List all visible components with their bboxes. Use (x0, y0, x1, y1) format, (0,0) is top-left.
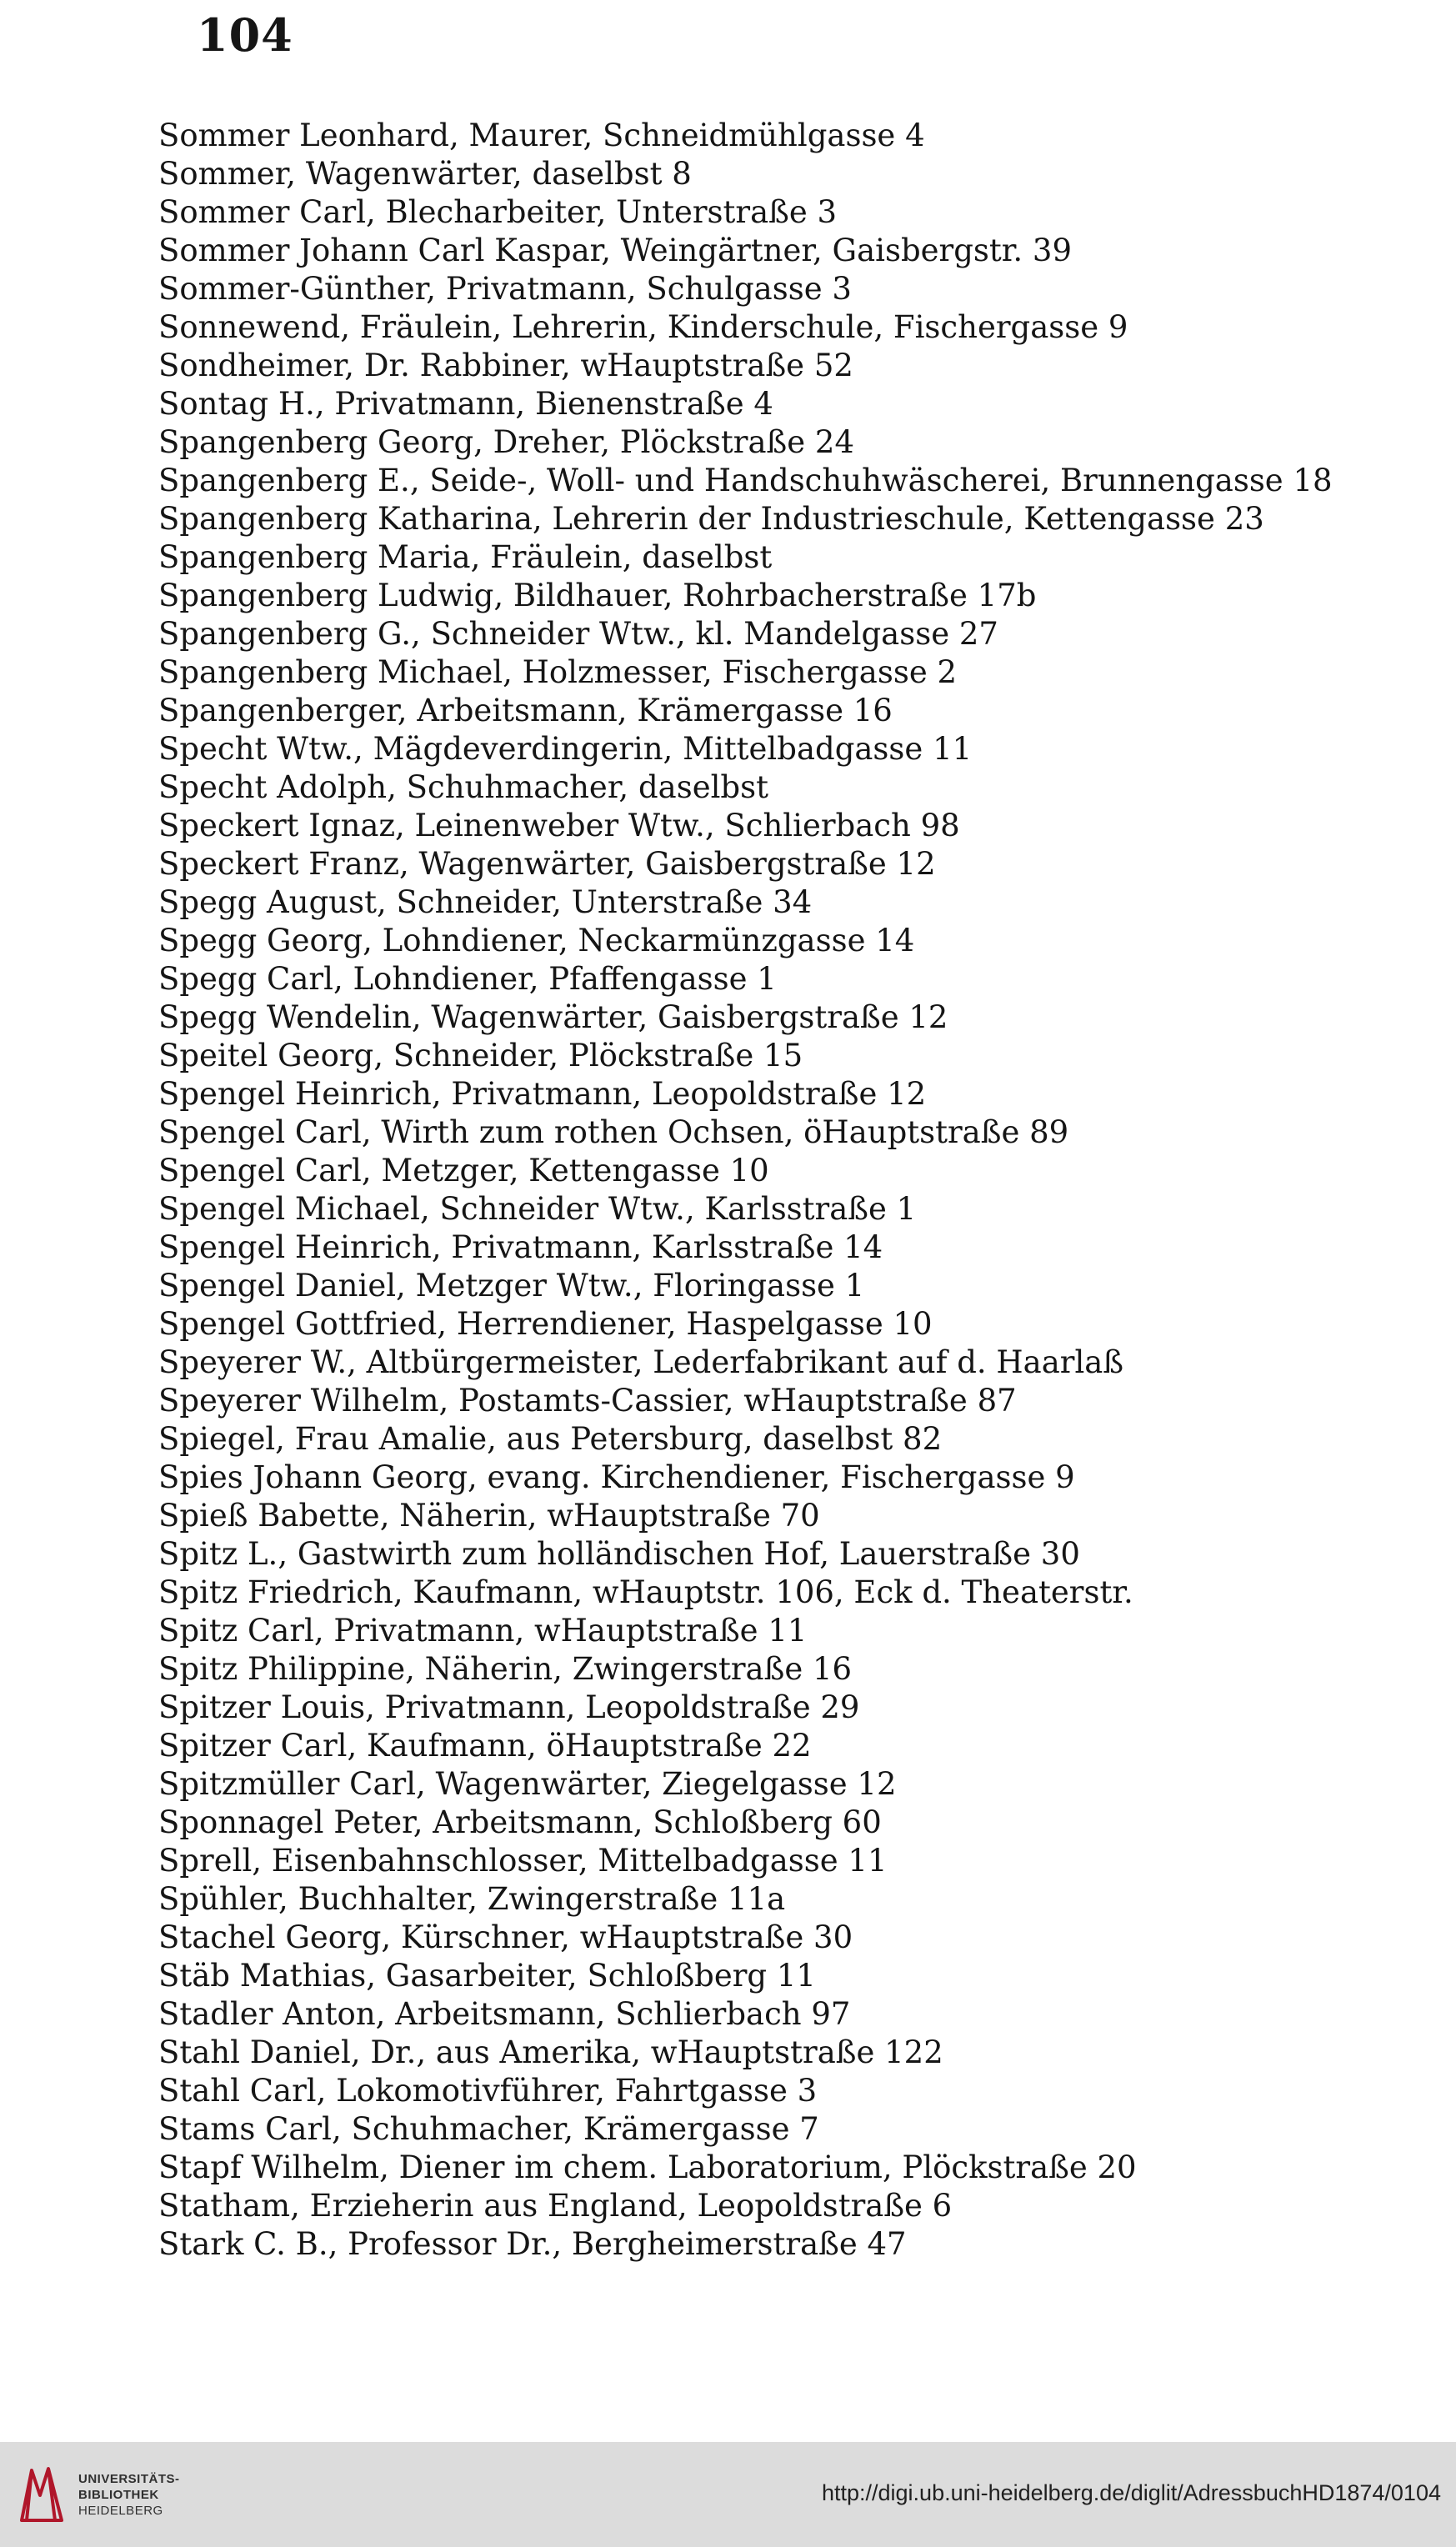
directory-entry: Sprell, Eisenbahnschlosser, Mittelbadgasse 11 (158, 1843, 888, 1879)
directory-entry: Spieß Babette, Näherin, wHauptstraße 70 (158, 1498, 820, 1534)
directory-entry: Spühler, Buchhalter, Zwingerstraße 11a (158, 1881, 786, 1917)
directory-entry: Spitzer Louis, Privatmann, Leopoldstraße 29 (158, 1689, 860, 1725)
directory-entry: Spangenberg Georg, Dreher, Plöckstraße 24 (158, 424, 854, 460)
library-logo[interactable] (15, 2459, 190, 2530)
directory-entry: Sonnewend, Fräulein, Lehrerin, Kinderschule, Fischergasse 9 (158, 309, 1128, 345)
directory-entry: Speitel Georg, Schneider, Plöckstraße 15 (158, 1038, 803, 1073)
directory-entry: Stahl Daniel, Dr., aus Amerika, wHauptstraße 122 (158, 2034, 943, 2070)
directory-entry: Spitzmüller Carl, Wagenwärter, Ziegelgasse 12 (158, 1766, 897, 1802)
directory-entry: Specht Wtw., Mägdeverdingerin, Mittelbadgasse 11 (158, 731, 973, 767)
directory-entry: Spegg Wendelin, Wagenwärter, Gaisbergstraße 12 (158, 999, 948, 1035)
directory-entry: Spies Johann Georg, evang. Kirchendiener, Fischergasse 9 (158, 1459, 1075, 1495)
directory-entry: Spengel Heinrich, Privatmann, Karlsstraße 14 (158, 1229, 883, 1265)
directory-entry: Spiegel, Frau Amalie, aus Petersburg, daselbst 82 (158, 1421, 943, 1457)
library-name (78, 2471, 180, 2519)
directory-entry: Spangenberg Katharina, Lehrerin der Industrieschule, Kettengasse 23 (158, 501, 1264, 537)
directory-entry: Speckert Ignaz, Leinenweber Wtw., Schlierbach 98 (158, 808, 960, 843)
directory-entry: Spegg Carl, Lohndiener, Pfaffengasse 1 (158, 961, 777, 997)
directory-entry: Spitz Carl, Privatmann, wHauptstraße 11 (158, 1613, 808, 1649)
source-url-link[interactable]: http://digi.ub.uni-heidelberg.de/diglit/AdressbuchHD1874/0104 (821, 2480, 1441, 2505)
directory-entry: Spitz Philippine, Näherin, Zwingerstraße 16 (158, 1651, 853, 1687)
library-name-line-2: BIBLIOTHEK (78, 2487, 159, 2502)
page-number: 104 (197, 8, 293, 62)
directory-entry: Spengel Carl, Wirth zum rothen Ochsen, öHauptstraße 89 (158, 1114, 1069, 1150)
directory-entry: Spengel Daniel, Metzger Wtw., Floringasse 1 (158, 1268, 865, 1304)
directory-entry: Spangenberger, Arbeitsmann, Krämergasse 16 (158, 693, 893, 728)
directory-entry: Sommer-Günther, Privatmann, Schulgasse 3 (158, 271, 852, 307)
directory-entry: Spegg August, Schneider, Unterstraße 34 (158, 884, 813, 920)
directory-entry: Sponnagel Peter, Arbeitsmann, Schloßberg 60 (158, 1804, 882, 1840)
directory-entry: Stark C. B., Professor Dr., Bergheimerstraße 47 (158, 2226, 907, 2262)
directory-entry: Sommer Carl, Blecharbeiter, Unterstraße 3 (158, 194, 838, 230)
directory-entry: Spangenberg Ludwig, Bildhauer, Rohrbacherstraße 17b (158, 578, 1037, 613)
directory-entry: Spangenberg G., Schneider Wtw., kl. Mandelgasse 27 (158, 616, 998, 652)
directory-entry: Speckert Franz, Wagenwärter, Gaisbergstraße 12 (158, 846, 936, 882)
directory-entry: Spengel Michael, Schneider Wtw., Karlsstraße 1 (158, 1191, 917, 1227)
viewer-footer (0, 2442, 1456, 2547)
directory-entry: Spitz Friedrich, Kaufmann, wHauptstr. 106, Eck d. Theaterstr. (158, 1574, 1133, 1610)
directory-entry: Spitzer Carl, Kaufmann, öHauptstraße 22 (158, 1728, 812, 1764)
library-name-line-3: HEIDELBERG (78, 2503, 163, 2518)
directory-entry: Stapf Wilhelm, Diener im chem. Laboratorium, Plöckstraße 20 (158, 2149, 1137, 2185)
directory-entry: Spengel Heinrich, Privatmann, Leopoldstraße 12 (158, 1076, 927, 1112)
directory-entry: Sommer Johann Carl Kaspar, Weingärtner, Gaisbergstr. 39 (158, 233, 1072, 268)
library-seal-icon (15, 2462, 68, 2527)
directory-entry: Stadler Anton, Arbeitsmann, Schlierbach 97 (158, 1996, 851, 2032)
directory-entry: Spangenberg E., Seide-, Woll- und Handschuhwäscherei, Brunnengasse 18 (158, 463, 1333, 498)
directory-entry: Sondheimer, Dr. Rabbiner, wHauptstraße 52 (158, 348, 853, 383)
directory-entry: Specht Adolph, Schuhmacher, daselbst (158, 769, 768, 805)
directory-entry: Spegg Georg, Lohndiener, Neckarmünzgasse 14 (158, 923, 915, 958)
directory-entries (158, 117, 1425, 2264)
directory-entry: Spangenberg Maria, Fräulein, daselbst (158, 539, 773, 575)
directory-entry: Stachel Georg, Kürschner, wHauptstraße 30 (158, 1919, 853, 1955)
directory-entry: Stams Carl, Schuhmacher, Krämergasse 7 (158, 2111, 819, 2147)
directory-entry: Stäb Mathias, Gasarbeiter, Schloßberg 11 (158, 1958, 816, 1994)
directory-entry: Stahl Carl, Lokomotivführer, Fahrtgasse 3 (158, 2073, 818, 2109)
directory-entry: Sontag H., Privatmann, Bienenstraße 4 (158, 386, 773, 422)
directory-entry: Spengel Carl, Metzger, Kettengasse 10 (158, 1153, 769, 1188)
directory-entry: Sommer Leonhard, Maurer, Schneidmühlgasse 4 (158, 118, 925, 153)
directory-entry: Speyerer Wilhelm, Postamts-Cassier, wHauptstraße 87 (158, 1383, 1017, 1419)
directory-entry: Statham, Erzieherin aus England, Leopoldstraße 6 (158, 2188, 953, 2224)
directory-entry: Spengel Gottfried, Herrendiener, Haspelgasse 10 (158, 1306, 933, 1342)
directory-entry: Spitz L., Gastwirth zum holländischen Hof, Lauerstraße 30 (158, 1536, 1080, 1572)
directory-entry: Spangenberg Michael, Holzmesser, Fischergasse 2 (158, 654, 958, 690)
library-name-line-1: UNIVERSITÄTS- (78, 2471, 180, 2486)
directory-entry: Speyerer W., Altbürgermeister, Lederfabrikant auf d. Haarlaß (158, 1344, 1124, 1380)
directory-entry: Sommer, Wagenwärter, daselbst 8 (158, 156, 692, 192)
